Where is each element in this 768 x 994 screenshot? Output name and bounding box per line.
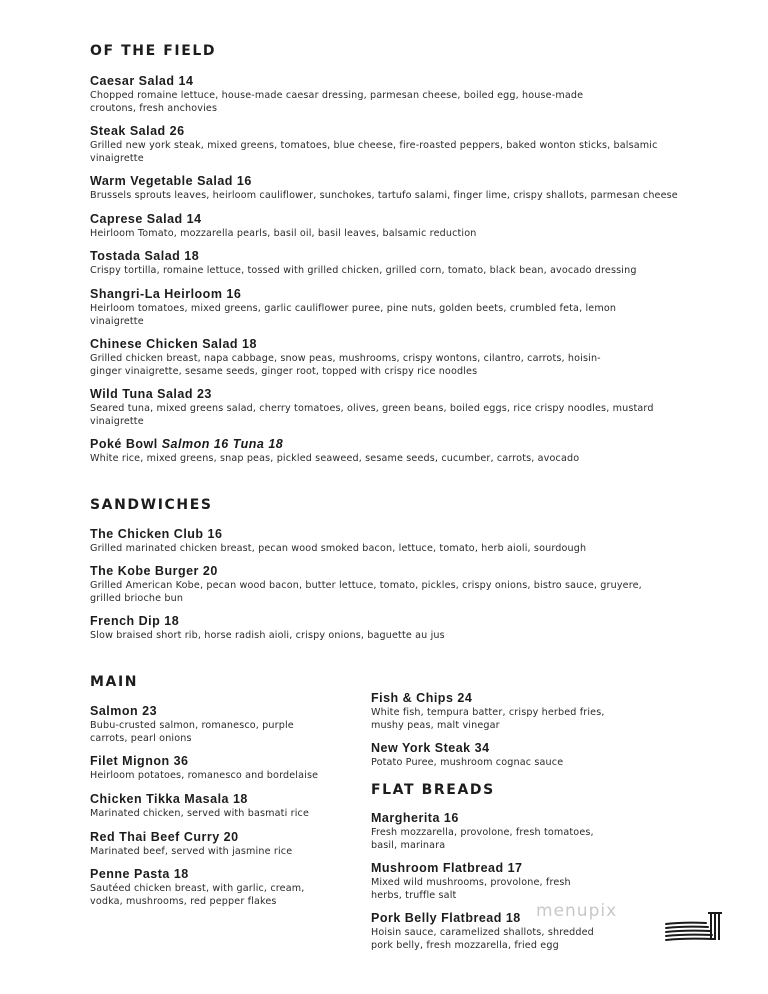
menu-item xyxy=(90,564,730,605)
item-description: Grilled marinated chicken breast, pecan wood smoked bacon, lettuce, tomato, herb aioli, sourdough xyxy=(90,543,587,554)
section-heading-main: MAIN xyxy=(90,674,139,690)
menu-item xyxy=(90,614,730,642)
item-title: Warm Vegetable Salad 16 xyxy=(90,174,252,188)
item-description: Seared tuna, mixed greens salad, cherry tomatoes, olives, green beans, boiled eggs, rice crispy noodles, mustard vinaigrette xyxy=(90,403,654,427)
item-title: Margherita 16 xyxy=(371,811,459,825)
item-description: Heirloom Tomato, mozzarella pearls, basil oil, basil leaves, balsamic reduction xyxy=(90,228,477,239)
item-description: Potato Puree, mushroom cognac sauce xyxy=(371,757,564,768)
item-description: Hoisin sauce, caramelized shallots, shredded pork belly, fresh mozzarella, fried egg xyxy=(371,927,594,951)
item-description: Grilled American Kobe, pecan wood bacon, butter lettuce, tomato, pickles, crispy onions, bistro sauce, gruyere, grilled brioche bun xyxy=(90,580,642,604)
menu-item xyxy=(90,124,730,165)
item-description: Heirloom potatoes, romanesco and bordelaise xyxy=(90,770,319,781)
menu-item xyxy=(90,867,330,908)
item-title: French Dip 18 xyxy=(90,614,180,628)
item-title: Chicken Tikka Masala 18 xyxy=(90,792,248,806)
item-title: Red Thai Beef Curry 20 xyxy=(90,830,239,844)
item-description: Grilled new york steak, mixed greens, tomatoes, blue cheese, fire-roasted peppers, baked wonton sticks, balsamic vinaigrette xyxy=(90,140,658,164)
menu-item xyxy=(371,741,631,769)
menu-item xyxy=(90,704,330,745)
menu-item xyxy=(90,74,730,115)
item-title: Penne Pasta 18 xyxy=(90,867,189,881)
item-description: Crispy tortilla, romaine lettuce, tossed with grilled chicken, grilled corn, tomato, black bean, avocado dressing xyxy=(90,265,637,276)
menu-item xyxy=(90,387,730,428)
section-heading-field: OF THE FIELD xyxy=(90,43,217,59)
menu-item xyxy=(90,754,330,782)
menu-item xyxy=(90,174,730,202)
item-description: Heirloom tomatoes, mixed greens, garlic cauliflower puree, pine nuts, golden beets, crumbled feta, lemon vinaigrette xyxy=(90,303,617,327)
item-title: Mushroom Flatbread 17 xyxy=(371,861,523,875)
item-description: Slow braised short rib, horse radish aioli, crispy onions, baguette au jus xyxy=(90,630,445,641)
item-title: Fish & Chips 24 xyxy=(371,691,473,705)
item-description: White rice, mixed greens, snap peas, pickled seaweed, sesame seeds, cucumber, carrots, avocado xyxy=(90,453,580,464)
item-title: Chinese Chicken Salad 18 xyxy=(90,337,257,351)
item-description: Marinated beef, served with jasmine rice xyxy=(90,846,293,857)
menu-item xyxy=(90,249,730,277)
poke-salmon-option: Salmon 16 xyxy=(161,437,229,451)
menu-item xyxy=(90,287,730,328)
menu-item xyxy=(90,527,730,555)
item-title: Salmon 23 xyxy=(90,704,158,718)
item-description: Bubu-crusted salmon, romanesco, purple carrots, pearl onions xyxy=(90,720,294,744)
item-title: Caesar Salad 14 xyxy=(90,74,194,88)
item-title: The Chicken Club 16 xyxy=(90,527,223,541)
restaurant-logo-icon xyxy=(664,910,724,942)
item-description: Fresh mozzarella, provolone, fresh tomatoes, basil, marinara xyxy=(371,827,594,851)
menu-item xyxy=(90,337,730,378)
menu-item xyxy=(371,811,631,852)
item-description: Chopped romaine lettuce, house-made caesar dressing, parmesan cheese, boiled egg, house-made croutons, fresh anchovies xyxy=(90,90,584,114)
menu-item xyxy=(90,792,330,820)
item-description: White fish, tempura batter, crispy herbed fries, mushy peas, malt vinegar xyxy=(371,707,605,731)
section-heading-sandwiches: SANDWICHES xyxy=(90,497,213,513)
menu-item xyxy=(90,830,330,858)
item-title: Wild Tuna Salad 23 xyxy=(90,387,212,401)
item-title: Shangri-La Heirloom 16 xyxy=(90,287,242,301)
item-title: Pork Belly Flatbread 18 xyxy=(371,911,521,925)
item-title: The Kobe Burger 20 xyxy=(90,564,218,578)
item-title: Tostada Salad 18 xyxy=(90,249,200,263)
item-description: Sautéed chicken breast, with garlic, cream, vodka, mushrooms, red pepper flakes xyxy=(90,883,305,907)
item-description: Marinated chicken, served with basmati rice xyxy=(90,808,309,819)
item-title: New York Steak 34 xyxy=(371,741,490,755)
menu-item xyxy=(90,437,730,465)
menu-item xyxy=(90,212,730,240)
menu-item xyxy=(371,691,631,732)
item-title: Filet Mignon 36 xyxy=(90,754,189,768)
item-description: Grilled chicken breast, napa cabbage, snow peas, mushrooms, crispy wontons, cilantro, carrots, hoisin-ginger vinaigrette, sesame seeds, ginger root, topped with crispy rice noodles xyxy=(90,353,601,377)
item-title xyxy=(90,437,730,451)
poke-tuna-option: Tuna 18 xyxy=(232,437,284,451)
item-description: Mixed wild mushrooms, provolone, fresh herbs, truffle salt xyxy=(371,877,571,901)
section-heading-flatbreads: FLAT BREADS xyxy=(371,782,495,798)
poke-bowl-name: Poké Bowl xyxy=(90,437,158,451)
item-title: Caprese Salad 14 xyxy=(90,212,202,226)
menu-item xyxy=(371,861,631,902)
item-title: Steak Salad 26 xyxy=(90,124,185,138)
item-description: Brussels sprouts leaves, heirloom cauliflower, sunchokes, tartufo salami, finger lime, crispy shallots, parmesan cheese xyxy=(90,190,678,201)
menupix-watermark: menupix xyxy=(536,901,618,921)
